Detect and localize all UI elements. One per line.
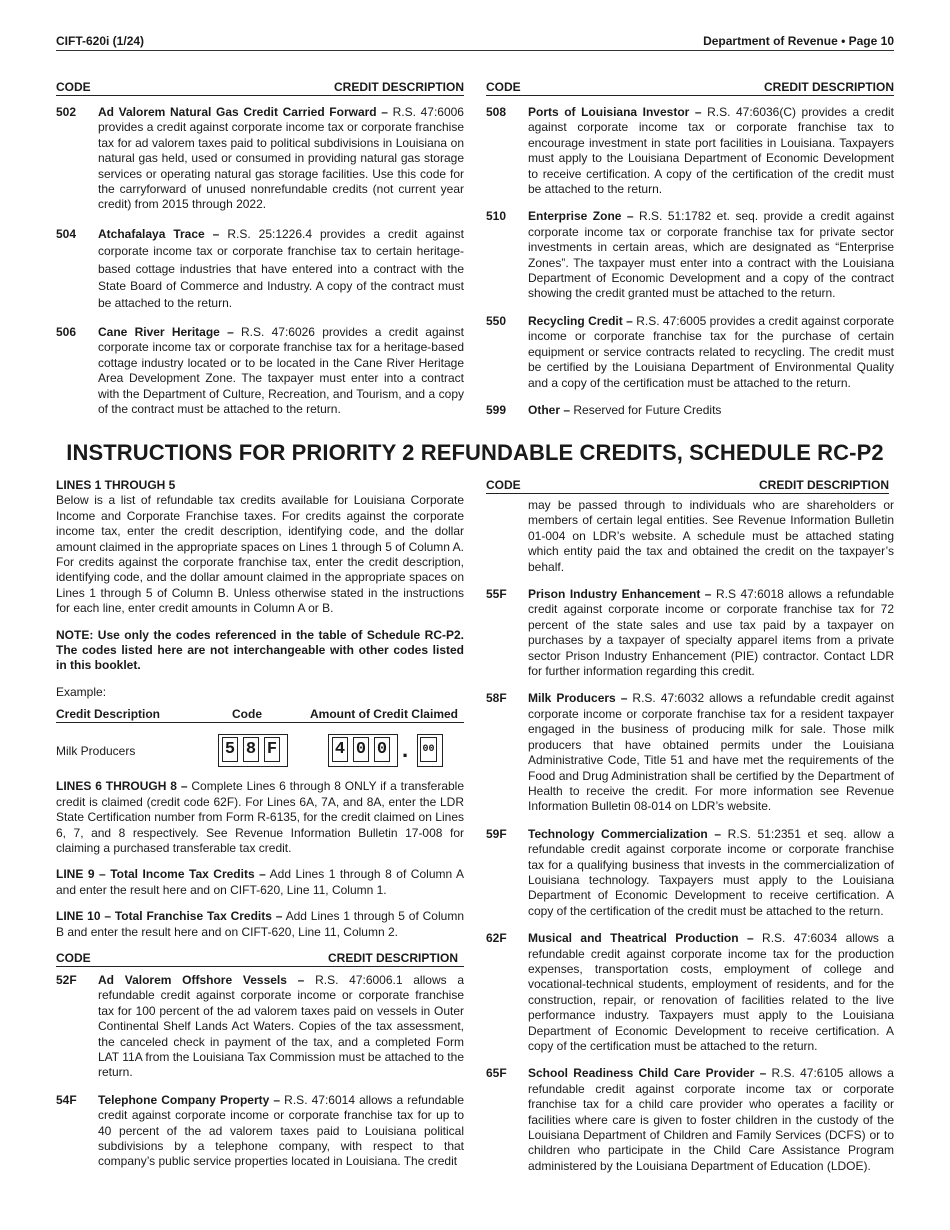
credit-entry <box>486 403 894 418</box>
credit-entry <box>56 325 464 417</box>
amount-char-box: 4 <box>332 737 348 762</box>
department-page: Department of Revenue • Page 10 <box>703 34 894 48</box>
credit-text: R.S. 47:6036(C) provides a credit against corporate income tax or corporate franchise tax to encourage investment in state port facilities in Louisiana. Taxpayers must apply to the Louisiana Department of Economic Development to receive certification. A copy of the certification of the credit must be attached to the return. <box>528 105 895 197</box>
credit-code: 54F <box>56 1092 77 1107</box>
lines-6-8-heading: LINES 6 THROUGH 8 – <box>56 779 188 794</box>
credit-title: Telephone Company Property – <box>98 1092 281 1107</box>
column-header: CODE CREDIT DESCRIPTION <box>486 478 889 492</box>
column-header: CODE CREDIT DESCRIPTION <box>56 80 464 94</box>
credit-title: Musical and Theatrical Production – <box>528 931 754 946</box>
credit-entry <box>486 105 894 197</box>
line-10-text: Add Lines 1 through 5 of Column B and enter the result here and on CIFT-620, Line 11, Column 2. <box>56 909 464 939</box>
example-desc-header: Credit Description <box>56 707 161 722</box>
bottom-right-column <box>486 478 894 1174</box>
amount-char-box: 0 <box>374 737 390 762</box>
credit-entry <box>486 827 894 919</box>
cents-box: 00 <box>420 737 437 762</box>
line-10 <box>56 909 464 940</box>
credit-title: Technology Commercialization – <box>528 826 721 841</box>
credit-code: 510 <box>486 209 507 224</box>
credit-code: 502 <box>56 105 77 119</box>
lines-6-8 <box>56 779 464 856</box>
credit-code: 59F <box>486 826 507 841</box>
line-9 <box>56 867 464 898</box>
credit-code: 506 <box>56 324 77 339</box>
amount-char-box: 0 <box>353 737 369 762</box>
credit-entry <box>486 314 894 391</box>
line-9-heading: LINE 9 – Total Income Tax Credits – <box>56 867 266 882</box>
credit-code: 504 <box>56 226 77 241</box>
credit-text: R.S. 47:6005 provides a credit against corporate income or corporate franchise tax for the purchase of certain equipment or service contracts related to recycling. The credit must be certified by the Louisiana Department of Environmental Quality and a copy of the certification must be attached to the return. <box>528 313 894 390</box>
credit-title: Cane River Heritage – <box>98 324 234 339</box>
credit-code: 62F <box>486 931 507 946</box>
credit-code: 55F <box>486 587 507 602</box>
example-description: Milk Producers <box>56 744 136 759</box>
code-char-box: F <box>264 737 280 762</box>
bottom-left-column <box>56 478 464 1170</box>
credit-title: Atchafalaya Trace – <box>98 226 220 241</box>
continuation-text: may be passed through to individuals who are shareholders or members of certain legal entities. See Revenue Information Bulletin 01-004 on LDR’s website. A schedule must be attached stating which entity paid the tax and obtained the credit on the taxpayer’s behalf. <box>528 498 894 574</box>
credit-title: Enterprise Zone – <box>528 209 634 224</box>
credit-code: 58F <box>486 691 507 706</box>
credit-code: 599 <box>486 402 507 417</box>
credit-title: Ports of Louisiana Investor – <box>528 105 702 119</box>
column-header: CODE CREDIT DESCRIPTION <box>486 80 894 94</box>
top-left-column <box>56 80 464 417</box>
example-code-header: Code <box>232 707 262 722</box>
credit-entry <box>486 691 894 814</box>
example-amount-header: Amount of Credit Claimed <box>309 707 458 722</box>
credit-title: School Readiness Child Care Provider – <box>528 1066 767 1081</box>
credit-text: R.S. 47:6034 allows a refundable credit against corporate income tax for the production expenses, transportation costs, employment of college and vocational-technical students, employment of residents, and for the construction, repair, or renovation of facilities related to the live performance industry. Taxpayers must apply to the Louisiana Department of Economic Development to receive certification. A copy of the certification must be attached to the return. <box>528 931 894 1053</box>
credit-title: Milk Producers – <box>528 691 628 706</box>
line-9-text: Add Lines 1 through 8 of Column A and enter the result here and on CIFT-620, Line 11, Column 1. <box>56 867 465 897</box>
credit-text: Reserved for Future Credits <box>570 402 722 417</box>
section-title: INSTRUCTIONS FOR PRIORITY 2 REFUNDABLE CREDITS, SCHEDULE RC-P2 <box>66 440 884 465</box>
credit-text: R.S. 51:2351 et seq. allow a refundable credit against corporate income or corporate franchise tax for a qualifying business that invests in the commercialization of Louisiana technology. Taxpayers must apply to the Louisiana Department of Economic Development to receive certification. A copy of the certification of the credit must be attached to the return. <box>528 826 894 918</box>
credit-entry <box>56 973 464 1081</box>
top-right-column <box>486 80 894 418</box>
credit-entry <box>56 1093 464 1170</box>
page-header <box>56 34 894 51</box>
credit-title: Other – <box>528 402 571 417</box>
code-char-box: 8 <box>243 737 259 762</box>
credit-entry <box>56 226 464 313</box>
code-char-box: 5 <box>222 737 238 762</box>
credit-text: R.S 47:6018 allows a refundable credit against corporate income or corporate franchise tax for 72 percent of the state sales and use tax paid by a taxpayer on purchases by a taxpayer of specialty apparel items from a private sector Prison Industry Enhancement (PIE) contractor. Contact LDR for further information regarding this credit. <box>528 587 894 679</box>
credit-text: R.S. 47:6006 provides a credit against corporate income tax or corporate franchise tax for ad valorem taxes paid to political subdivisions in Louisiana on natural gas held, used or consumed in providing natural gas storage services or operating natural gas storage facilities. Use this code for the carryforward of unused nonrefundable credits (not current year credit) from 2015 through 2022. <box>98 105 464 212</box>
credit-text: R.S. 47:6026 provides a credit against corporate income tax or corporate franchise tax for a heritage-based cottage industry located or to be located in the Cane River Heritage Area Development Zone. The taxpayer must enter into a contract with the Department of Culture, Recreation, and Tourism, and a copy of the contract must be attached to the return. <box>98 324 464 416</box>
credit-title: Ad Valorem Natural Gas Credit Carried Forward – <box>98 105 388 119</box>
credit-text: R.S. 25:1226.4 provides a credit against corporate income tax or corporate franchise tax to certain heritage-based cottage industries that have entered into a contract with the State Board of Commerce and Industry. A copy of the contract must be attached to the return. <box>98 226 464 311</box>
lines-1-5-text: Below is a list of refundable tax credits available for Louisiana Corporate Income and Corporate Franchise taxes. For credits against the corporate income tax, enter the credit description, identifying code, and the dollar amount claimed in the appropriate spaces on Lines 1 through 5 of Column A. For credits against the corporate franchise tax, enter the credit description, identifying code, and the dollar amount claimed in the appropriate spaces on Lines 1 through 5 of Column B. Unless otherwise stated in the instructions for each line, enter credit amounts in Column A or B. <box>56 493 464 616</box>
example-row <box>56 723 464 771</box>
credit-entry <box>486 1066 894 1174</box>
credit-text: R.S. 47:6032 allows a refundable credit against corporate income or corporate franchise tax for a resident taxpayer engaged in the business of producing milk for sale. Those milk producers that have obtained permits under the Louisiana Administrative Code, Title 51 and have met the requirements of the Food and Drug Administration shall be certified by the Department of Health to receive the credit. For more information see Revenue Information Bulletin 08-014 on LDR’s website. <box>528 691 894 814</box>
credit-code: 52F <box>56 972 77 987</box>
credit-entry <box>486 587 894 679</box>
credit-entry <box>486 931 894 1054</box>
column-header: CODE CREDIT DESCRIPTION <box>56 951 464 967</box>
credit-title: Recycling Credit – <box>528 313 633 328</box>
line-10-heading: LINE 10 – Total Franchise Tax Credits – <box>56 909 283 924</box>
decimal-point: . <box>402 737 409 763</box>
note: NOTE: Use only the codes referenced in the table of Schedule RC-P2. The codes listed here are not interchangeable with other codes listed in this booklet. <box>56 627 464 673</box>
lines-6-8-text: Complete Lines 6 through 8 ONLY if a transferable credit is claimed (credit code 62F). For Lines 6A, 7A, and 8A, enter the LDR State Certification number from Form R-6135, for the credit claimed on Lines 6, 7, and 8 respectively. See Revenue Information Bulletin 17-008 for claiming a purchased transferable tax credit. <box>56 779 465 855</box>
credit-text: R.S. 47:6105 allows a refundable credit against corporate income tax or corporate franchise tax for a child care provider who operates a facility or facilities where care is given to foster children in the custody of the Louisiana Department of Children and Family Services (DCFS) or to children who participate in the Child Care Assistance Program administered by the Louisiana Department of Education (LDOE). <box>528 1066 894 1173</box>
lines-1-5-heading: LINES 1 THROUGH 5 <box>56 478 176 492</box>
credit-code: 508 <box>486 105 507 119</box>
credit-title: Ad Valorem Offshore Vessels – <box>98 972 305 987</box>
credit-code: 65F <box>486 1066 507 1081</box>
credit-text: R.S. 51:1782 et. seq. provide a credit against corporate income tax or corporate franchise tax for private sector investments in certain areas, which are designated as “Enterprise Zones”. The taxpayer must enter into a contract with the Louisiana Department of Economic Development and a copy of the contract showing the credit granted must be attached to the return. <box>528 209 894 301</box>
credit-text: R.S. 47:6014 allows a refundable credit against corporate income or corporate franchise tax for up to 40 percent of the ad valorem taxes paid to Louisiana political subdivisions by a telephone company, with respect to that company’s public service properties located in Louisiana. The credit <box>98 1092 464 1169</box>
form-id: CIFT-620i (1/24) <box>56 34 145 48</box>
credit-title: Prison Industry Enhancement – <box>528 587 712 602</box>
credit-entry <box>56 105 464 213</box>
credit-text: R.S. 47:6006.1 allows a refundable credit against corporate income or corporate franchise tax for 100 percent of the ad valorem taxes paid on vessels in Outer Continental Shelf Lands Act Waters. Copies of the tax assessment, the canceled check in payment of the tax, and a completed Form LAT 11A from the Louisiana Tax Commission must be attached to the return. <box>98 972 465 1080</box>
credit-code: 550 <box>486 313 507 328</box>
credit-entry <box>486 209 894 301</box>
example-table-header <box>56 707 464 723</box>
example-label: Example: <box>56 684 107 699</box>
